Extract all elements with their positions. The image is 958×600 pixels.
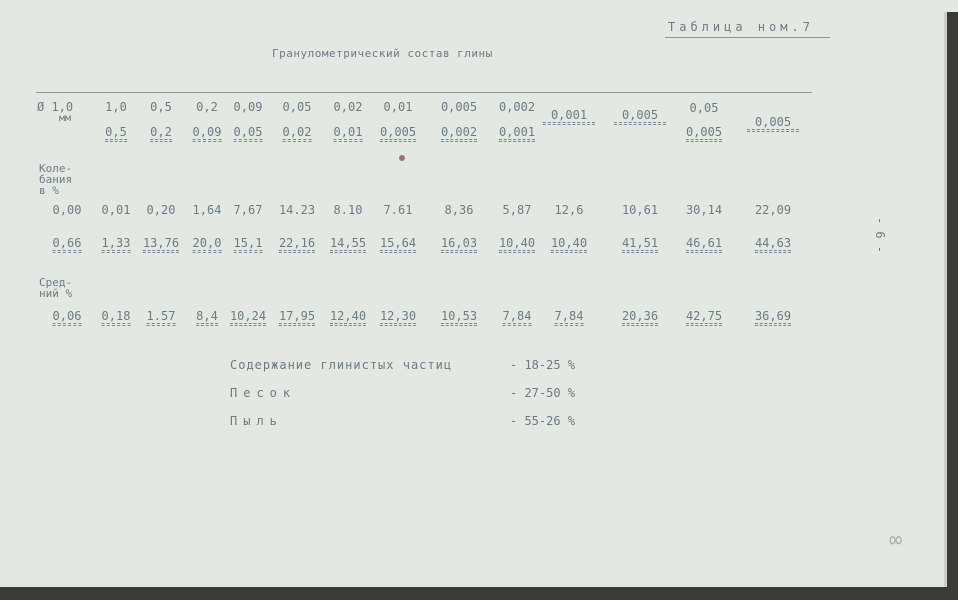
variation-max-value: 46,61	[686, 236, 722, 253]
average-value: 12,40	[330, 309, 366, 326]
average-cell	[555, 309, 584, 326]
variation-max-value: 44,63	[755, 236, 791, 253]
size-range-bottom	[105, 125, 127, 142]
variation-min-cell: 0,20	[146, 203, 176, 217]
header-rule	[36, 92, 812, 93]
variation-max-cell	[143, 236, 179, 253]
summary-value-sand: - 27-50 %	[510, 386, 576, 400]
variation-max-value: 15,1	[234, 236, 263, 253]
average-value: 1.57	[147, 309, 176, 326]
average-value: 0,18	[102, 309, 131, 326]
size-range-top: 0,09	[233, 100, 263, 114]
variation-max-cell	[330, 236, 366, 253]
size-range-bottom	[380, 125, 416, 142]
variation-min-cell: 1,64	[192, 203, 222, 217]
variation-max-cell	[551, 236, 587, 253]
size-range-bottom	[686, 125, 722, 142]
average-cell	[503, 309, 532, 326]
average-cell	[196, 309, 218, 326]
variation-max-cell	[380, 236, 416, 253]
size-range-bottom-value: 0,005	[686, 125, 722, 142]
size-range-top: 0,005	[747, 115, 799, 132]
variation-max-cell	[102, 236, 131, 253]
average-value: 7,84	[503, 309, 532, 326]
average-value: 7,84	[555, 309, 584, 326]
variation-max-cell	[53, 236, 82, 253]
variation-min-cell: 0,00	[52, 203, 82, 217]
size-range-bottom	[334, 125, 363, 142]
size-range-top: 0,001	[543, 108, 595, 125]
size-range-bottom-value: 0,005	[380, 125, 416, 142]
variation-min-cell: 30,14	[685, 203, 723, 217]
variation-label-line: Коле-	[39, 162, 73, 175]
size-range-bottom-value: 0,02	[283, 125, 312, 142]
variation-label	[39, 163, 72, 196]
size-range-bottom	[150, 125, 172, 142]
summary-label-clay: Содержание глинистых частиц	[230, 358, 453, 372]
document-page	[0, 12, 944, 587]
variation-min-cell: 7.61	[383, 203, 413, 217]
size-range-top: 0,05	[689, 101, 719, 115]
summary-value-silt: - 55-26 %	[510, 414, 576, 428]
size-range-top: 0,5	[150, 100, 172, 114]
size-range-top: 0,01	[383, 100, 413, 114]
size-range-bottom	[283, 125, 312, 142]
size-range-bottom	[234, 125, 263, 142]
variation-max-cell	[622, 236, 658, 253]
variation-max-cell	[499, 236, 535, 253]
variation-min-cell: 0,01	[101, 203, 131, 217]
average-cell	[441, 309, 477, 326]
variation-max-cell	[686, 236, 722, 253]
average-value: 36,69	[755, 309, 791, 326]
variation-max-cell	[193, 236, 222, 253]
average-value: 17,95	[279, 309, 315, 326]
average-value: 8,4	[196, 309, 218, 326]
variation-max-value: 10,40	[499, 236, 535, 253]
average-value: 12,30	[380, 309, 416, 326]
summary-label-sand: Песок	[230, 386, 297, 400]
size-range-top: 0,05	[282, 100, 312, 114]
size-range-cell	[614, 108, 666, 125]
average-value: 42,75	[686, 309, 722, 326]
variation-min-cell: 14.23	[278, 203, 316, 217]
summary-value-clay: - 18-25 %	[510, 358, 576, 372]
average-cell	[102, 309, 131, 326]
average-label-line: ний %	[39, 287, 73, 300]
average-cell	[380, 309, 416, 326]
table-title: Гранулометрический состав глины	[272, 47, 493, 60]
average-cell	[755, 309, 791, 326]
size-range-bottom-value: 0,2	[150, 125, 172, 142]
ink-dot	[399, 155, 405, 161]
variation-max-value: 1,33	[102, 236, 131, 253]
variation-max-value: 10,40	[551, 236, 587, 253]
archive-mark: ∞	[889, 528, 903, 553]
variation-min-cell: 8,36	[444, 203, 474, 217]
table-number-label: Таблица ном.7	[668, 20, 814, 34]
variation-max-cell	[441, 236, 477, 253]
variation-label-line: бания	[39, 173, 73, 186]
size-range-bottom-value: 0,05	[234, 125, 263, 142]
size-range-bottom-value: 0,09	[193, 125, 222, 142]
average-value: 10,53	[441, 309, 477, 326]
variation-min-cell: 5,87	[502, 203, 532, 217]
table-number-underline	[665, 37, 830, 38]
average-cell	[622, 309, 658, 326]
variation-max-value: 22,16	[279, 236, 315, 253]
variation-max-cell	[234, 236, 263, 253]
size-range-bottom-value: 0,001	[499, 125, 535, 142]
average-cell	[686, 309, 722, 326]
size-range-top: 0,2	[196, 100, 218, 114]
variation-label-line: в %	[39, 184, 59, 197]
average-cell	[230, 309, 266, 326]
size-range-bottom-value: 0,5	[105, 125, 127, 142]
diameter-label: Ø 1,0	[37, 100, 74, 114]
size-range-top: 0,005	[614, 108, 666, 125]
page-edge	[944, 12, 947, 587]
average-cell	[53, 309, 82, 326]
variation-max-cell	[279, 236, 315, 253]
size-range-bottom	[499, 125, 535, 142]
average-cell	[147, 309, 176, 326]
size-range-bottom	[441, 125, 477, 142]
page-number: - 6 -	[873, 216, 888, 254]
variation-min-cell: 22,09	[754, 203, 792, 217]
average-value: 10,24	[230, 309, 266, 326]
unit-label: мм	[59, 113, 72, 124]
variation-max-value: 0,66	[53, 236, 82, 253]
variation-max-value: 20,0	[193, 236, 222, 253]
summary-label-silt: Пыль	[230, 414, 283, 428]
variation-min-cell: 12,6	[554, 203, 584, 217]
size-range-top: 0,002	[498, 100, 536, 114]
size-range-cell	[747, 115, 799, 132]
variation-min-cell: 8.10	[333, 203, 363, 217]
variation-min-cell: 7,67	[233, 203, 263, 217]
variation-max-value: 14,55	[330, 236, 366, 253]
size-range-bottom	[193, 125, 222, 142]
average-value: 0,06	[53, 309, 82, 326]
average-label	[39, 277, 72, 299]
average-cell	[279, 309, 315, 326]
size-range-bottom-value: 0,002	[441, 125, 477, 142]
average-cell	[330, 309, 366, 326]
size-range-bottom-value: 0,01	[334, 125, 363, 142]
size-range-top: 1,0	[105, 100, 127, 114]
size-range-top: 0,005	[440, 100, 478, 114]
variation-max-value: 16,03	[441, 236, 477, 253]
size-range-top: 0,02	[333, 100, 363, 114]
average-label-line: Сред-	[39, 276, 73, 289]
variation-max-value: 41,51	[622, 236, 658, 253]
size-range-cell	[543, 108, 595, 125]
variation-max-value: 15,64	[380, 236, 416, 253]
variation-min-cell: 10,61	[621, 203, 659, 217]
paper-top-strip	[0, 0, 958, 12]
variation-max-cell	[755, 236, 791, 253]
average-value: 20,36	[622, 309, 658, 326]
variation-max-value: 13,76	[143, 236, 179, 253]
